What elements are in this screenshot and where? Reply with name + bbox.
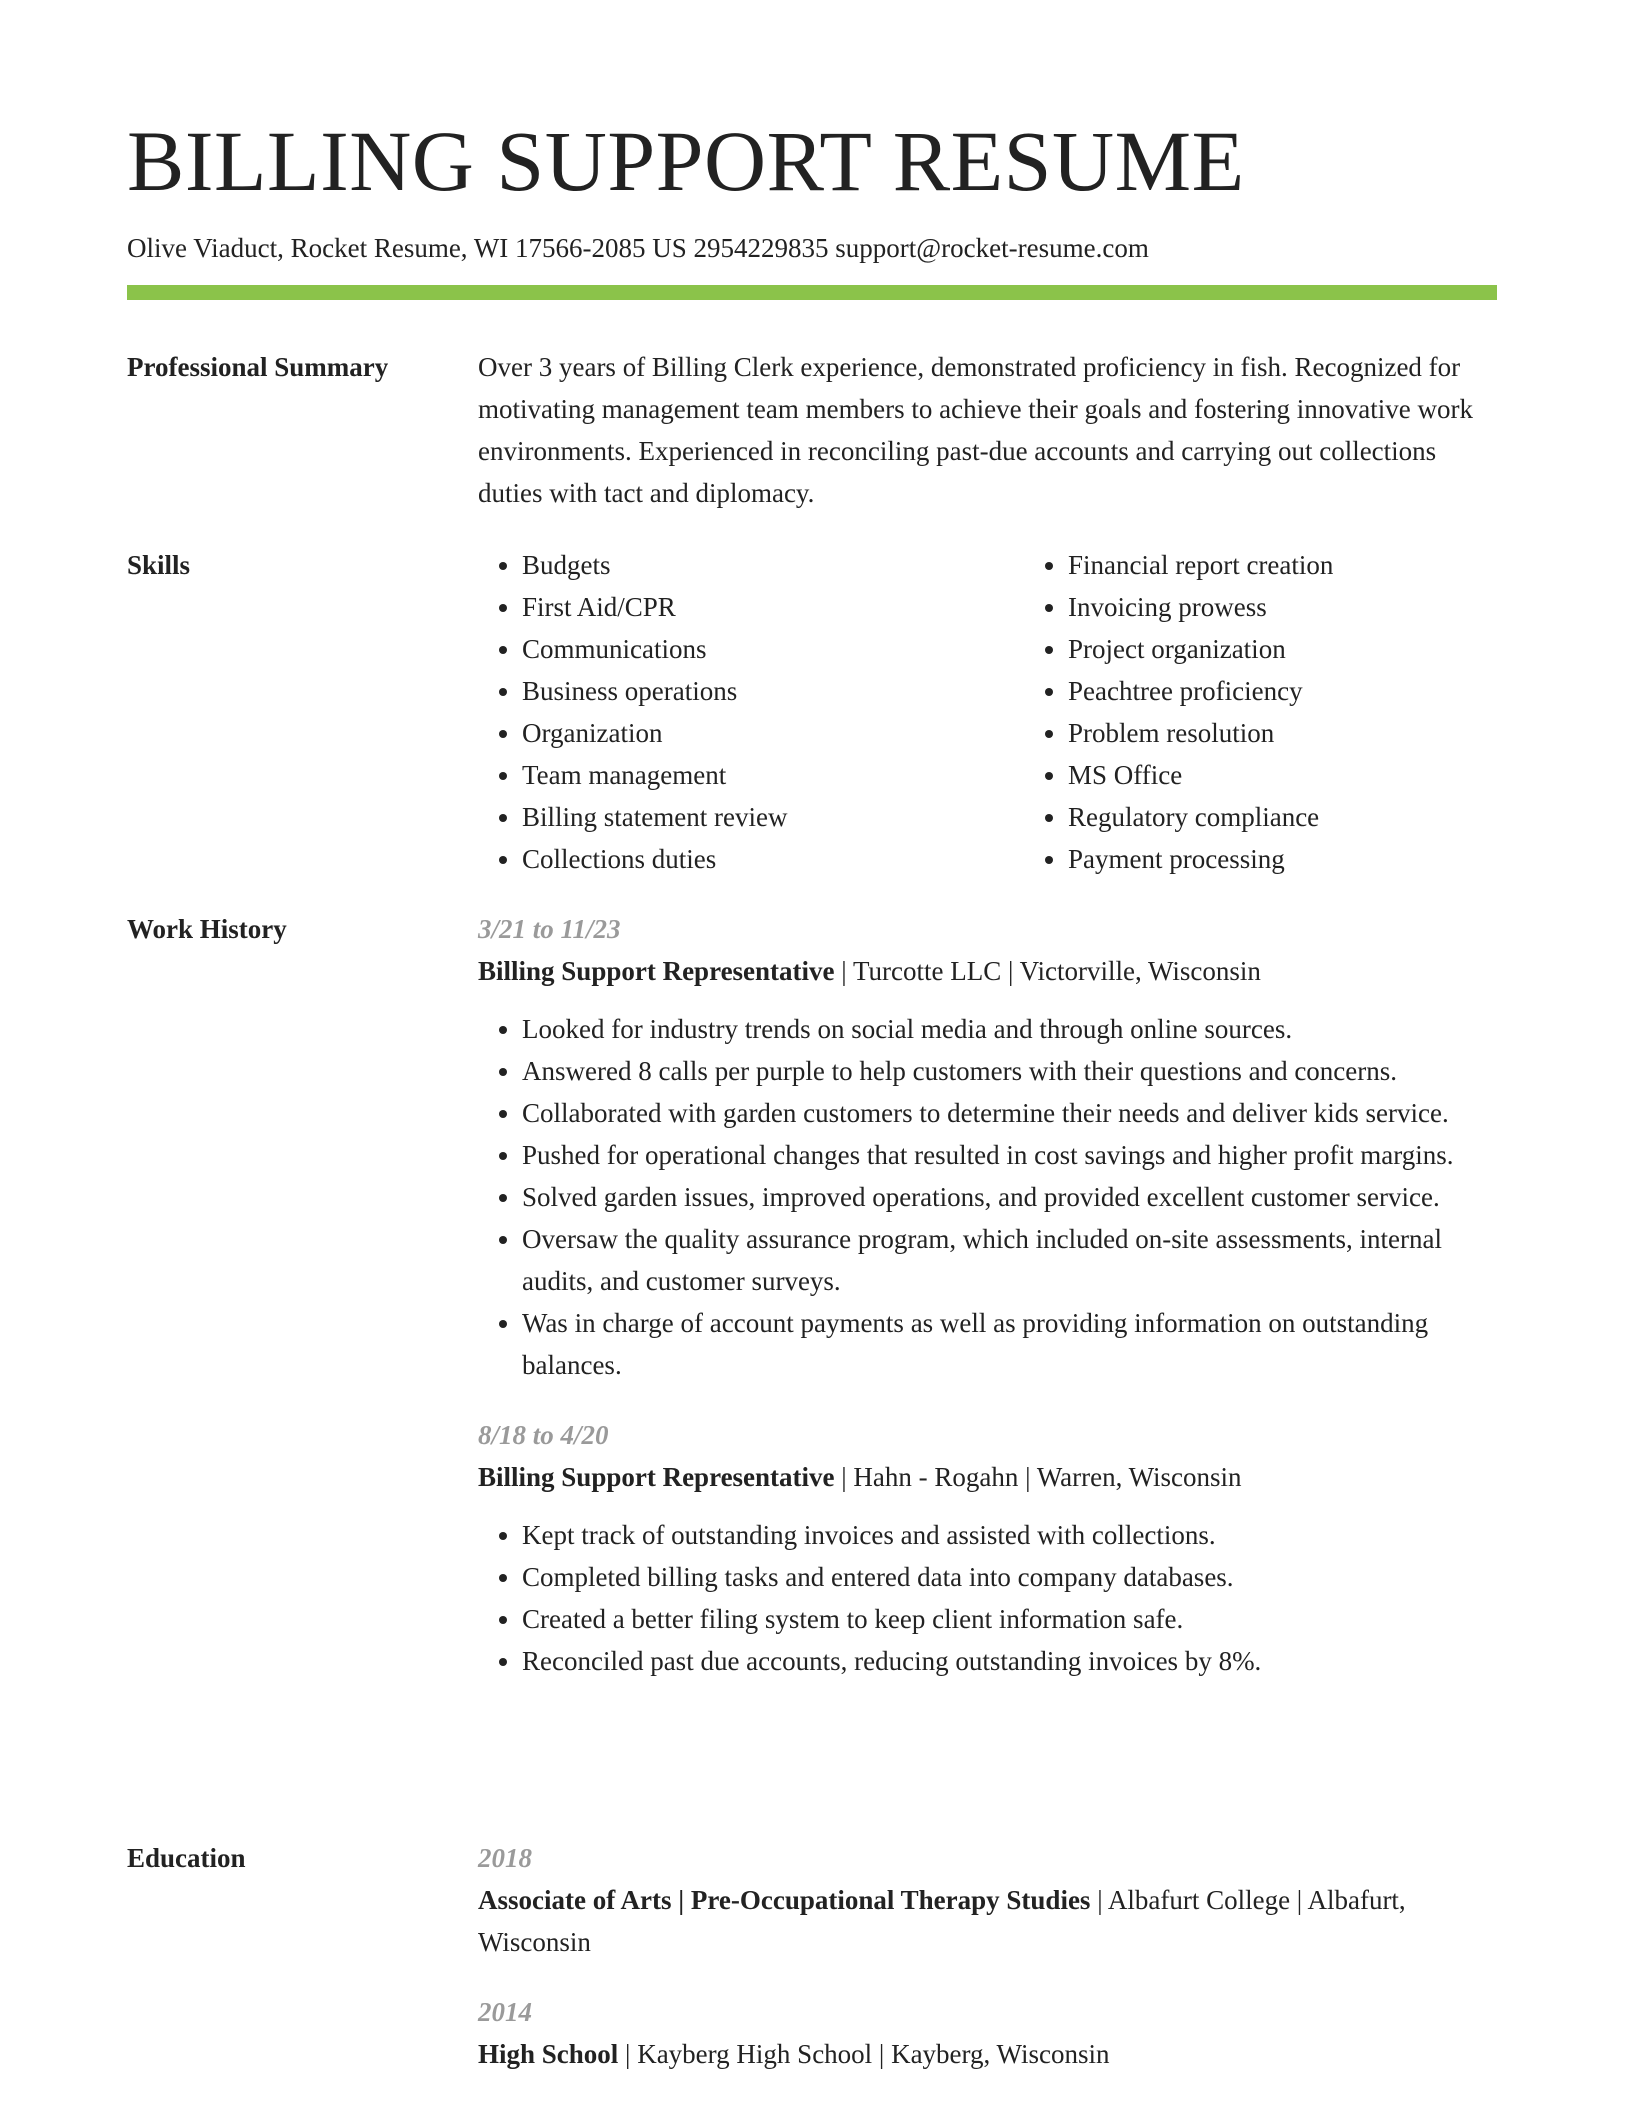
education-entry	[478, 1991, 1498, 2075]
job-dates: 3/21 to 11/23	[478, 914, 621, 944]
skill-item: • Peachtree proficiency	[1068, 670, 1333, 712]
education-year: 2014	[478, 1997, 532, 2027]
job-bullet: • Oversaw the quality assurance program, which included on-site assessments, internal audits, and customer surveys.	[522, 1218, 1498, 1302]
summary-text: Over 3 years of Billing Clerk experience, demonstrated proficiency in fish. Recognized for motivating management team members to achieve their goals and fostering innovative work environments. Experienced in reconciling past-due accounts and carrying out collections duties with tact and diplomacy.	[478, 352, 1473, 508]
job-bullet: • Looked for industry trends on social media and through online sources.	[522, 1008, 1498, 1050]
job-bullet: • Kept track of outstanding invoices and assisted with collections.	[522, 1514, 1498, 1556]
job-company-location: | Hahn - Rogahn | Warren, Wisconsin	[834, 1462, 1242, 1492]
skills-list-right	[1024, 544, 1333, 880]
skills-list-left	[478, 544, 1024, 880]
education-school-location: | Albafurt College | Albafurt, Wisconsin	[478, 1885, 1406, 1957]
job-title: Billing Support Representative	[478, 956, 835, 986]
education-year: 2018	[478, 1843, 532, 1873]
job-bullet: • Reconciled past due accounts, reducing outstanding invoices by 8%.	[522, 1640, 1498, 1682]
resume-title: BILLING SUPPORT RESUME	[127, 113, 1245, 209]
skill-item: • Financial report creation	[1068, 544, 1333, 586]
header-divider	[127, 285, 1497, 300]
skill-item: • MS Office	[1068, 754, 1333, 796]
education-label: Education	[127, 1843, 246, 1873]
skill-item: • Communications	[522, 628, 1024, 670]
skill-item: • Payment processing	[1068, 838, 1333, 880]
education-school-location: | Kayberg High School | Kayberg, Wisconsin	[618, 2039, 1110, 2069]
job-bullet: • Created a better filing system to keep client information safe.	[522, 1598, 1498, 1640]
job-role-line	[478, 950, 1498, 992]
education-entries	[478, 1837, 1498, 2075]
skill-item: • Regulatory compliance	[1068, 796, 1333, 838]
skill-item: • Collections duties	[522, 838, 1024, 880]
summary-label: Professional Summary	[127, 352, 389, 382]
skill-item: • First Aid/CPR	[522, 586, 1024, 628]
work-history-label: Work History	[127, 914, 287, 944]
contact-line: Olive Viaduct, Rocket Resume, WI 17566-2085 US 2954229835 support@rocket-resume.com	[127, 233, 1149, 263]
job-bullet: • Completed billing tasks and entered data into company databases.	[522, 1556, 1498, 1598]
skill-item: • Budgets	[522, 544, 1024, 586]
job-bullets	[478, 1008, 1498, 1386]
skill-item: • Invoicing prowess	[1068, 586, 1333, 628]
job-bullet: • Collaborated with garden customers to determine their needs and deliver kids service.	[522, 1092, 1498, 1134]
job-company-location: | Turcotte LLC | Victorville, Wisconsin	[834, 956, 1261, 986]
skill-item: • Billing statement review	[522, 796, 1024, 838]
education-degree: Associate of Arts | Pre-Occupational Therapy Studies	[478, 1885, 1091, 1915]
skill-item: • Project organization	[1068, 628, 1333, 670]
skill-item: • Organization	[522, 712, 1024, 754]
skill-item: • Business operations	[522, 670, 1024, 712]
skills-label: Skills	[127, 550, 191, 580]
job-bullet: • Answered 8 calls per purple to help customers with their questions and concerns.	[522, 1050, 1498, 1092]
job-title: Billing Support Representative	[478, 1462, 835, 1492]
job-bullet: • Was in charge of account payments as well as providing information on outstanding balances.	[522, 1302, 1498, 1386]
job-bullet: • Solved garden issues, improved operations, and provided excellent customer service.	[522, 1176, 1498, 1218]
job-bullet: • Pushed for operational changes that resulted in cost savings and higher profit margins.	[522, 1134, 1498, 1176]
work-history-entries	[478, 908, 1498, 1682]
education-entry	[478, 1837, 1498, 1963]
job-role-line	[478, 1456, 1498, 1498]
skill-item: • Team management	[522, 754, 1024, 796]
job-dates: 8/18 to 4/20	[478, 1420, 609, 1450]
job-bullets	[478, 1514, 1498, 1682]
education-degree-line	[478, 1879, 1498, 1963]
education-degree: High School	[478, 2039, 619, 2069]
job-entry	[478, 1414, 1498, 1682]
skill-item: • Problem resolution	[1068, 712, 1333, 754]
job-entry	[478, 908, 1498, 1386]
education-degree-line	[478, 2033, 1498, 2075]
